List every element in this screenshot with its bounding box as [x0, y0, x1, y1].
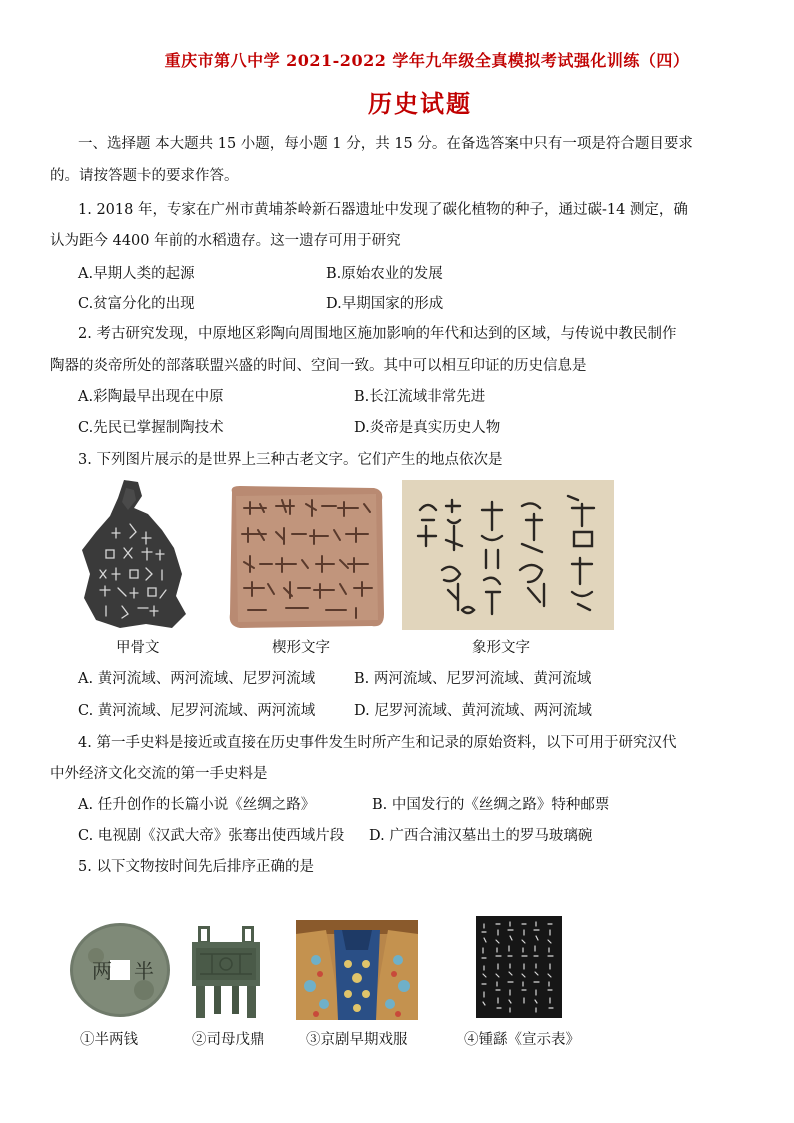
q4-option-c[interactable]: C. 电视剧《汉武大帝》张骞出使西域片段 — [78, 828, 345, 844]
q2-option-a[interactable]: A.彩陶最早出现在中原 — [78, 389, 224, 405]
q1-stem-line1: 1. 2018 年，专家在广州市黄埔茶岭新石器遗址中发现了碳化植物的种子，通过碳-14 测定，确 — [78, 202, 688, 218]
q5-caption-costume: ③京剧早期戏服 — [306, 1032, 408, 1048]
q1-option-d[interactable]: D.早期国家的形成 — [326, 296, 444, 312]
simuwu-ding-image — [188, 924, 264, 1020]
section-intro-line1: 一、选择题 本大题共 15 小题，每小题 1 分，共 15 分。在备选答案中只有一项是符合题目要求 — [78, 136, 693, 152]
q3-option-a[interactable]: A. 黄河流域、两河流域、尼罗河流域 — [78, 671, 316, 687]
q3-option-c[interactable]: C. 黄河流域、尼罗河流域、两河流域 — [78, 703, 316, 719]
opera-costume-image — [296, 920, 418, 1020]
q5-caption-ding: ②司母戊鼎 — [192, 1032, 265, 1048]
q2-option-b[interactable]: B.长江流域非常先进 — [354, 389, 486, 405]
q4-stem-line1: 4. 第一手史料是接近或直接在历史事件发生时所产生和记录的原始资料，以下可用于研究汉代 — [78, 735, 677, 751]
q3-option-d[interactable]: D. 尼罗河流域、黄河流域、两河流域 — [354, 703, 592, 719]
pictographic-script-image — [402, 480, 614, 630]
oracle-bone-image — [76, 478, 190, 630]
q5-caption-banliang: ①半两钱 — [80, 1032, 138, 1048]
q1-stem-line2: 认为距今 4400 年前的水稻遗存。这一遗存可用于研究 — [50, 233, 401, 249]
q5-stem: 5. 以下文物按时间先后排序正确的是 — [78, 859, 314, 875]
q4-stem-line2: 中外经济文化交流的第一手史料是 — [50, 766, 268, 782]
q3-stem: 3. 下列图片展示的是世界上三种古老文字。它们产生的地点依次是 — [78, 452, 503, 468]
cuneiform-tablet-image — [226, 484, 386, 630]
q3-caption-cuneiform: 楔形文字 — [272, 640, 330, 656]
q2-stem-line2: 陶器的炎帝所处的部落联盟兴盛的时间、空间一致。其中可以相互印证的历史信息是 — [50, 358, 587, 374]
q3-caption-oracle: 甲骨文 — [116, 640, 160, 656]
q4-option-a[interactable]: A. 任升创作的长篇小说《丝绸之路》 — [78, 797, 316, 813]
q1-option-b[interactable]: B.原始农业的发展 — [326, 266, 443, 282]
q5-caption-calligraphy: ④锺繇《宣示表》 — [464, 1032, 580, 1048]
q3-caption-pictographic: 象形文字 — [472, 640, 530, 656]
coin-char-right: 半 — [134, 959, 154, 983]
q1-option-a[interactable]: A.早期人类的起源 — [78, 266, 195, 282]
q3-option-b[interactable]: B. 两河流域、尼罗河流域、黄河流域 — [354, 671, 592, 687]
page-title: 重庆市第八中学 2021-2022 学年九年级全真模拟考试强化训练（四） — [164, 51, 690, 70]
coin-char-left: 两 — [92, 959, 112, 983]
xuanshibiao-calligraphy-image — [476, 916, 562, 1018]
q2-option-c[interactable]: C.先民已掌握制陶技术 — [78, 420, 224, 436]
q4-option-d[interactable]: D. 广西合浦汉墓出土的罗马玻璃碗 — [369, 828, 593, 844]
section-intro-line2: 的。请按答题卡的要求作答。 — [50, 168, 239, 184]
subject-title: 历史试题 — [368, 89, 472, 118]
q4-option-b[interactable]: B. 中国发行的《丝绸之路》特种邮票 — [372, 797, 610, 813]
q1-option-c[interactable]: C.贫富分化的出现 — [78, 296, 195, 312]
q2-option-d[interactable]: D.炎帝是真实历史人物 — [354, 420, 501, 436]
banliang-coin-image — [66, 920, 174, 1020]
q2-stem-line1: 2. 考古研究发现，中原地区彩陶向周围地区施加影响的年代和达到的区域，与传说中教民制作 — [78, 326, 677, 342]
